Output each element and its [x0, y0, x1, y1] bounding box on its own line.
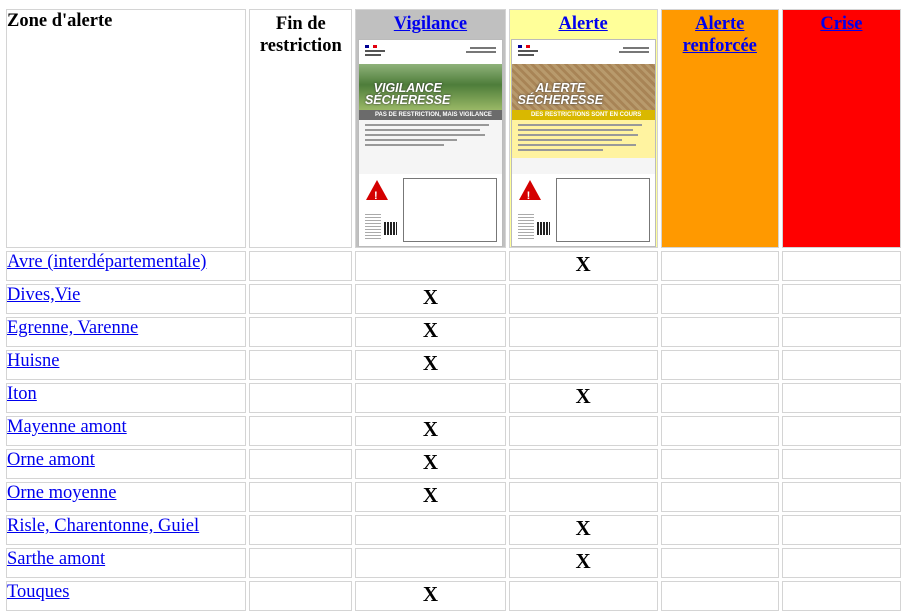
- level-cell-vigilance: [355, 317, 505, 347]
- crise-header-link[interactable]: Crise: [820, 14, 863, 34]
- fin-header-line1: Fin de: [275, 14, 326, 34]
- level-mark: X: [422, 417, 439, 441]
- level-mark: X: [575, 384, 591, 408]
- zone-link[interactable]: Risle, Charentonne, Guiel: [7, 516, 200, 536]
- table-body: [6, 9, 901, 611]
- poster-top-banner: [512, 40, 655, 64]
- level-cell-vigilance: [355, 416, 505, 446]
- level-cell-fin: [249, 548, 352, 578]
- level-mark: X: [422, 483, 439, 507]
- table-row: [6, 515, 901, 545]
- level-cell-alerte: [509, 548, 658, 578]
- table-row: [6, 383, 901, 413]
- level-cell-vigilance: [355, 284, 505, 314]
- zone-link[interactable]: Dives,Vie: [7, 285, 81, 305]
- level-cell-fin: [249, 317, 352, 347]
- level-cell-renforcee: [661, 317, 779, 347]
- level-cell-renforcee: [661, 449, 779, 479]
- zone-cell: [6, 581, 246, 611]
- level-cell-renforcee: [661, 383, 779, 413]
- table-row: [6, 581, 901, 611]
- level-cell-vigilance: [355, 251, 505, 281]
- level-cell-fin: [249, 251, 352, 281]
- poster-text-lines: [359, 120, 502, 153]
- level-cell-fin: [249, 284, 352, 314]
- level-cell-fin: [249, 383, 352, 413]
- table-row: [6, 284, 901, 314]
- level-cell-alerte: [509, 383, 658, 413]
- table-row: [6, 449, 901, 479]
- zone-cell: [6, 284, 246, 314]
- level-mark: X: [422, 285, 439, 309]
- zone-cell: [6, 317, 246, 347]
- level-cell-alerte: [509, 251, 658, 281]
- table-row: [6, 416, 901, 446]
- zone-link[interactable]: Touques: [7, 582, 70, 602]
- level-cell-renforcee: [661, 548, 779, 578]
- zone-link[interactable]: Iton: [7, 384, 37, 404]
- level-cell-crise: [782, 416, 901, 446]
- level-cell-crise: [782, 515, 901, 545]
- qr-code-icon: [537, 222, 550, 235]
- fin-restriction-column-header: [249, 9, 352, 248]
- level-cell-renforcee: [661, 515, 779, 545]
- zone-cell: [6, 350, 246, 380]
- zone-cell: [6, 515, 246, 545]
- poster-bottom: [512, 174, 655, 246]
- level-cell-alerte: [509, 350, 658, 380]
- level-cell-alerte: [509, 449, 658, 479]
- fin-header-line2: restriction: [259, 36, 342, 56]
- level-cell-vigilance: [355, 350, 505, 380]
- table-row: [6, 482, 901, 512]
- poster-text-lines: [512, 120, 655, 158]
- level-cell-renforcee: [661, 251, 779, 281]
- level-cell-crise: [782, 548, 901, 578]
- alerte-header-link[interactable]: Alerte: [558, 14, 608, 34]
- qr-code-icon: [384, 222, 397, 235]
- zone-link[interactable]: Sarthe amont: [7, 549, 106, 569]
- level-cell-crise: [782, 284, 901, 314]
- level-cell-crise: [782, 251, 901, 281]
- zone-header-label: Zone d'alerte: [7, 11, 113, 31]
- poster-blank-box: [556, 178, 650, 242]
- poster-photo: [359, 64, 502, 110]
- table-row: [6, 548, 901, 578]
- level-cell-crise: [782, 317, 901, 347]
- vigilance-header-link[interactable]: Vigilance: [393, 14, 468, 34]
- alerte-renforcee-header-link[interactable]: Alerte renforcée: [682, 14, 757, 56]
- table-row: [6, 350, 901, 380]
- zone-link[interactable]: Avre (interdépartementale): [7, 252, 207, 272]
- level-cell-renforcee: [661, 581, 779, 611]
- level-mark: X: [575, 252, 591, 276]
- poster-title: VIGILANCE SÉCHERESSE: [364, 81, 451, 107]
- poster-band: PAS DE RESTRICTION, MAIS VIGILANCE: [359, 110, 502, 120]
- alerte-poster-image[interactable]: [511, 39, 656, 247]
- zone-cell: [6, 548, 246, 578]
- level-mark: X: [575, 516, 591, 540]
- level-cell-fin: [249, 515, 352, 545]
- level-mark: X: [422, 450, 439, 474]
- level-cell-renforcee: [661, 482, 779, 512]
- level-cell-renforcee: [661, 416, 779, 446]
- poster-title: ALERTE SÉCHERESSE: [517, 81, 604, 107]
- republique-logo-icon: [365, 45, 377, 48]
- level-mark: X: [422, 318, 439, 342]
- level-cell-crise: [782, 383, 901, 413]
- level-cell-renforcee: [661, 350, 779, 380]
- alerte-column-header: [509, 9, 658, 248]
- zone-link[interactable]: Egrenne, Varenne: [7, 318, 139, 338]
- level-cell-crise: [782, 350, 901, 380]
- drought-alert-table: [3, 6, 904, 614]
- zone-link[interactable]: Orne amont: [7, 450, 95, 470]
- zone-link[interactable]: Orne moyenne: [7, 483, 117, 503]
- crise-column-header: [782, 9, 901, 248]
- zone-cell: [6, 251, 246, 281]
- header-row: [6, 9, 901, 248]
- zone-cell: [6, 449, 246, 479]
- level-cell-vigilance: [355, 548, 505, 578]
- level-cell-alerte: [509, 581, 658, 611]
- vigilance-column-header: [355, 9, 505, 248]
- level-cell-alerte: [509, 317, 658, 347]
- level-cell-alerte: [509, 284, 658, 314]
- poster-band: DES RESTRICTIONS SONT EN COURS: [512, 110, 655, 120]
- level-cell-fin: [249, 416, 352, 446]
- warning-triangle-icon: [519, 180, 541, 200]
- poster-top-banner: [359, 40, 502, 64]
- level-cell-renforcee: [661, 284, 779, 314]
- poster-photo: [512, 64, 655, 110]
- alerte-renforcee-column-header: [661, 9, 779, 248]
- level-cell-vigilance: [355, 515, 505, 545]
- level-mark: X: [422, 582, 439, 606]
- zone-column-header: [6, 9, 246, 248]
- zone-cell: [6, 482, 246, 512]
- table-row: [6, 317, 901, 347]
- poster-bottom: [359, 174, 502, 246]
- zone-link[interactable]: Huisne: [7, 351, 60, 371]
- poster-blank-box: [403, 178, 497, 242]
- table-row: [6, 251, 901, 281]
- level-cell-fin: [249, 350, 352, 380]
- level-cell-alerte: [509, 482, 658, 512]
- republique-logo-icon: [518, 45, 530, 48]
- level-cell-vigilance: [355, 449, 505, 479]
- level-cell-vigilance: [355, 581, 505, 611]
- level-mark: X: [575, 549, 591, 573]
- level-mark: X: [422, 351, 439, 375]
- level-cell-fin: [249, 449, 352, 479]
- level-cell-alerte: [509, 416, 658, 446]
- vigilance-poster-image[interactable]: [358, 39, 503, 247]
- zone-link[interactable]: Mayenne amont: [7, 417, 127, 437]
- level-cell-crise: [782, 482, 901, 512]
- level-cell-fin: [249, 581, 352, 611]
- level-cell-fin: [249, 482, 352, 512]
- warning-triangle-icon: [366, 180, 388, 200]
- level-cell-crise: [782, 581, 901, 611]
- level-cell-crise: [782, 449, 901, 479]
- level-cell-vigilance: [355, 482, 505, 512]
- zone-cell: [6, 416, 246, 446]
- level-cell-alerte: [509, 515, 658, 545]
- level-cell-vigilance: [355, 383, 505, 413]
- zone-cell: [6, 383, 246, 413]
